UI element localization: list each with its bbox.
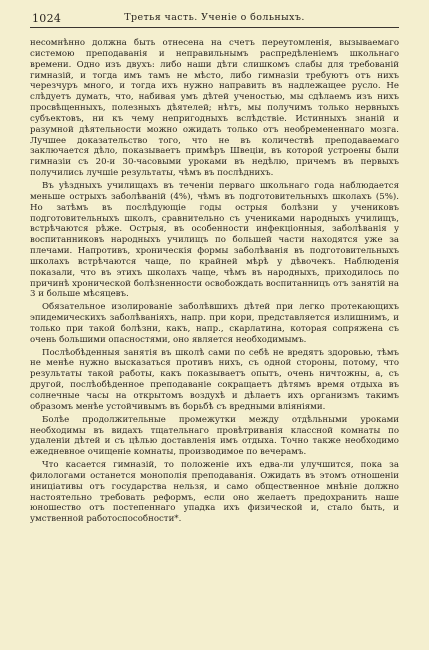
header-rule bbox=[30, 27, 399, 28]
paragraph: Болѣе продолжительные промежутки между отдѣльными уроками необходимы въ видахъ тщательнаго провѣтриванія классной комнаты по удаленіи дѣтей и съ цѣлью доставленія имъ отдыха. Точно также необходимо ежедневное очищеніе комнаты, производимое по вечерамъ. bbox=[30, 414, 399, 458]
paragraph: Обязательное изолированіе заболѣвшихъ дѣтей при легко протекающихъ эпидемическихъ заболѣваніяхъ, напр. при кори, представляется излишнимъ, и только при такой болѣзни, какъ, напр., скарлатина, которая сопряжена съ очень большими опасностями, оно является необходимымъ. bbox=[30, 302, 399, 345]
body-text bbox=[30, 38, 399, 525]
paragraph: Послѣобѣденныя занятія въ школѣ сами по себѣ не вредятъ здоровью, тѣмъ не менѣе нужно высказаться противъ нихъ, съ одной стороны, потому, что результаты такой работы, какъ показываетъ опытъ, очень ничтожны, а, съ другой, послѣобѣденное преподаваніе сокращаетъ дѣтямъ время отдыха въ солнечные часы на открытомъ воздухѣ и дѣлаетъ ихъ организмъ такимъ образомъ менѣе устойчивымъ въ борьбѣ съ вредными вліяніями. bbox=[30, 347, 399, 412]
running-head: Третья часть. Ученіе о больныхъ. bbox=[124, 12, 305, 23]
page-number: 1024 bbox=[32, 12, 62, 25]
paragraph: несомнѣнно должна быть отнесена на счетъ переутомленія, вызываемаго системою преподаванія и неправильнымъ распредѣленіемъ школьнаго времени. Одно изъ двухъ: либо наши дѣти слишкомъ слабы для требованій гимназій, и тогда имъ тамъ не мѣсто, либо гимназіи требуютъ отъ нихъ черезчуръ много, и тогда ихъ нужно направить въ надлежащее русло. Не слѣдуетъ думать, что, набивая умъ дѣтей ученостью, мы сдѣлаемъ изъ нихъ просвѣщенныхъ, полезныхъ дѣятелей; нѣтъ, мы получимъ только нервныхъ субъектовъ, ни къ чему непригодныхъ вслѣдствіе. Истинныхъ знаній и разумной дѣятельности можно ожидать только отъ необремененнаго мозга. Лучшее доказательство того, что не въ количествѣ преподаваемаго заключается дѣло, показываетъ примѣръ Швеціи, въ которой устроены были гимназіи съ 20-и 30-часовыми уроками въ недѣлю, причемъ въ первыхъ получились лучшіе результаты, чѣмъ въ послѣднихъ. bbox=[30, 38, 399, 179]
paragraph: Въ уѣздныхъ училищахъ въ теченіи перваго школьнаго года наблюдается меньше острыхъ заболѣваній (4%), чѣмъ въ подготовительныхъ школахъ (5%). Но затѣмъ въ послѣдующіе годы острыя болѣзни у учениковъ подготовительныхъ школъ, сравнительно съ учениками народныхъ училищъ, встрѣчаются рѣже. Острыя, въ особенности инфекціонныя, заболѣванія у воспитанниковъ народныхъ училищъ по большей части находятся уже за плечами. Напротивъ, хроническія формы заболѣванія въ подготовительныхъ школахъ встрѣчаются чаще, по крайней мѣрѣ у дѣвочекъ. Наблюденія показали, что въ этихъ школахъ чаще, чѣмъ въ народныхъ, приходилось по причинѣ хронической болѣзненности освобождать воспитанницъ отъ занятій на 3 и больше мѣсяцевъ. bbox=[30, 180, 399, 300]
paragraph: Что касается гимназій, то положеніе ихъ едва-ли улучшится, пока за филологами останется монополія преподаванія. Ожидать въ этомъ отношеніи иниціативы отъ государства нельзя, и само общественное мнѣніе должно настоятельно требовать реформъ, если оно желаетъ предохранить наше юношество отъ постепеннаго упадка ихъ физической и, стало быть, и умственной работоспособности*. bbox=[30, 460, 399, 525]
page-header bbox=[28, 10, 401, 28]
